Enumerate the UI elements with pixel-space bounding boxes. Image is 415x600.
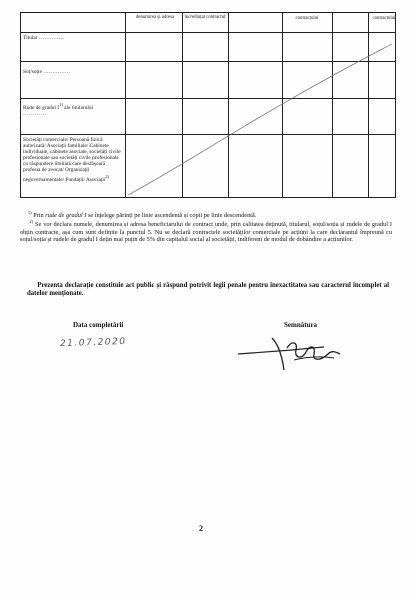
footnote-1-mark: 1) <box>27 210 32 215</box>
date-label: Data completării <box>73 321 124 329</box>
rude-sup: 1) <box>59 102 63 107</box>
header-denumirea: denumirea și adresa <box>135 15 175 20</box>
contracts-table <box>20 12 396 198</box>
footnote-1-pre: Prin <box>31 212 46 220</box>
row-label-titular: Titular …………... <box>23 35 65 41</box>
declaration-text <box>27 282 389 299</box>
societati-sup: 2) <box>105 173 110 179</box>
page-number: 2 <box>199 524 203 533</box>
row-label-sot-sotie: Soț/soție …………… <box>23 69 71 75</box>
signature-label: Semnătura <box>284 321 318 329</box>
rude-tail: ale titularului <box>62 104 94 111</box>
rude-dots: ………… <box>23 110 47 117</box>
footnote-1-post: se înțelege părinți pe linie ascendentă și copii pe linie descendentă. <box>86 212 257 220</box>
header-incredintat: încredințat contractul <box>184 15 226 20</box>
societati-text: Societăți comerciale/ Persoană fizică autorizată/ Asociații familiale/ Cabinete individuale, cabinete asociate, societăți civile profesionale sau societăți civile profesionale cu răspundere limitată care desfășoară profesia de avocat/ Organizații neguvernamentale/ Fundații/ Asociații <box>23 137 121 183</box>
header-contractului-2: contractului <box>372 16 396 21</box>
date-value: 21.07.2020 <box>59 336 127 350</box>
header-contractului-1: contractului <box>295 16 319 21</box>
declaration-body: Prezenta declarație constituie act public și răspund potrivit legii penale pentru inexactitatea sau caracterul incomplet al datelor menționate. <box>27 282 389 298</box>
footnote-2-text: Se vor declara numele, denumirea și adresa beneficiarului de contract unde, prin calitatea deținută, titularul, soțul/soția și rudele de gradul I obțin contracte, așa cum sunt definite la punctul 5. Nu se declară contractele societăților comerciale pe acțiuni la care declarantul împreună cu soțul/soția și rudele de gradul I dețin mai puțin de 5% din capitalul social al societății, indiferent de modul de dobândire a acțiunilor. <box>20 221 392 243</box>
cancel-slash-line <box>20 12 396 198</box>
footnote-2 <box>20 218 392 243</box>
footnote-1-em: rude de gradul I <box>45 212 87 220</box>
handwritten-signature <box>232 330 352 375</box>
footnote-2-mark: 2) <box>29 219 34 224</box>
rude-text: Rude de gradul I <box>23 104 60 111</box>
